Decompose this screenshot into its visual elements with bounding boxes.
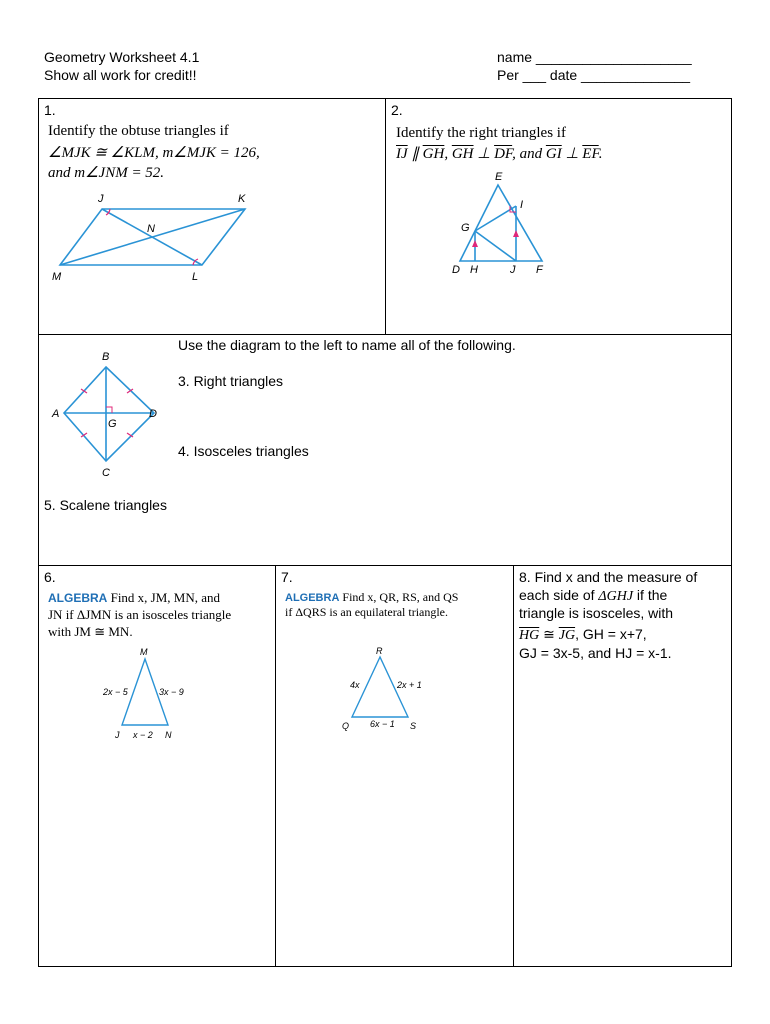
vertex-label-m: M [52, 271, 62, 283]
question-1-text-line1: Identify the obtuse triangles if [48, 123, 229, 139]
question-6-triangle-diagram [95, 643, 205, 743]
question-2-text-line2 [396, 144, 602, 164]
grid-right-border [731, 98, 732, 967]
congruent-symbol: ≅ [539, 626, 559, 642]
question-1-number: 1. [44, 102, 56, 118]
vertex-label-j: J [510, 264, 516, 276]
rhombus-diagram [48, 345, 168, 485]
parallel-symbol: ∥ [407, 146, 423, 162]
question-8-text-c: , GH = x+7, [575, 626, 647, 642]
instruction-text: Use the diagram to the left to name all of the following. [178, 337, 516, 353]
separator: , [444, 146, 452, 162]
question-8-text-line1: 8. Find x and the measure of [519, 569, 698, 585]
vertex-label-d: D [149, 408, 157, 420]
vertex-label-c: C [102, 467, 110, 479]
grid-row2-divider [38, 565, 732, 566]
side-label-right: 2x + 1 [397, 680, 422, 690]
segment-ij: $\overline{IJ}$ [396, 146, 408, 162]
worksheet-subtitle: Show all work for credit!! [44, 67, 197, 83]
question-8-text-line3: triangle is isosceles, with [519, 605, 674, 621]
question-1-text-line2: ∠MJK ≅ ∠KLM, m∠MJK = 126, [48, 145, 260, 161]
grid-col-divider-row3-b [513, 565, 514, 967]
question-5-text: 5. Scalene triangles [44, 497, 167, 513]
question-4-text: 4. Isosceles triangles [178, 443, 309, 459]
vertex-label-d: D [452, 264, 460, 276]
vertex-label-i: I [520, 199, 524, 211]
grid-col-divider-row3-a [275, 565, 276, 967]
segment-gi: $\overline{GI}$ [545, 146, 562, 162]
question-7-number: 7. [281, 569, 293, 585]
segment-gh: $\overline{GH}$ [422, 146, 445, 162]
segment-hg: $\overline{HG}$ [519, 628, 540, 643]
question-2-text-line1: Identify the right triangles if [396, 125, 566, 141]
question-6-number: 6. [44, 569, 56, 585]
and-text: , and [512, 146, 546, 162]
question-7-text-a: Find x, QR, RS, and QS [339, 590, 459, 604]
triangle-ghj: ΔGHJ [598, 589, 634, 604]
vertex-label-l: L [192, 271, 199, 283]
side-label-left: 4x [350, 680, 360, 690]
segment-gh-2: $\overline{GH}$ [451, 146, 474, 162]
perpendicular-symbol: ⊥ [473, 146, 495, 162]
vertex-label-e: E [495, 171, 503, 183]
side-label-bottom: 6x − 1 [370, 719, 395, 729]
question-7-text-line2: if ΔQRS is an equilateral triangle. [285, 605, 449, 619]
vertex-label-a: A [52, 408, 60, 420]
segment-ef: $\overline{EF}$ [582, 146, 599, 162]
vertex-label-n: N [147, 223, 155, 235]
vertex-label-m: M [140, 647, 148, 657]
question-8-text-line5: GJ = 3x-5, and HJ = x-1. [519, 645, 672, 661]
vertex-label-s: S [410, 721, 417, 731]
algebra-label: ALGEBRA [48, 591, 108, 605]
period: . [598, 146, 603, 162]
perpendicular-symbol-2: ⊥ [561, 146, 583, 162]
question-6-text-a: Find x, JM, MN, and [107, 590, 221, 605]
question-6-text-line1 [48, 589, 220, 607]
question-8-text-line4 [519, 626, 647, 644]
vertex-label-k: K [238, 193, 246, 205]
grid-bottom-border [38, 966, 732, 967]
question-7-triangle-diagram [330, 643, 440, 743]
vertex-label-r: R [376, 646, 383, 656]
segment-df: $\overline{DF}$ [494, 146, 513, 162]
segment-jg: $\overline{JG}$ [558, 628, 576, 643]
question-2-triangle-diagram [440, 168, 570, 288]
question-8-text-line2 [519, 587, 667, 605]
grid-col-divider-row1 [385, 98, 386, 335]
vertex-label-h: H [470, 264, 478, 276]
side-label-left: 2x − 5 [103, 687, 128, 697]
vertex-label-j: J [115, 730, 120, 740]
question-8-text-a: each side of [519, 587, 599, 603]
vertex-label-j: J [98, 193, 104, 205]
question-6-text-line3: with JM ≅ MN. [48, 624, 133, 639]
question-1-text-line3: and m∠JNM = 52. [48, 165, 165, 181]
question-8-text-b: if the [633, 587, 668, 603]
vertex-label-g: G [461, 222, 470, 234]
vertex-label-n: N [165, 730, 172, 740]
vertex-label-b: B [102, 351, 110, 363]
question-1-parallelogram-diagram [40, 188, 280, 288]
grid-left-border [38, 98, 39, 967]
question-2-number: 2. [391, 102, 403, 118]
side-label-right: 3x − 9 [159, 687, 184, 697]
name-field[interactable]: name ____________________ [497, 49, 692, 65]
algebra-label: ALGEBRA [285, 592, 340, 604]
vertex-label-g: G [108, 418, 117, 430]
vertex-label-f: F [536, 264, 543, 276]
question-6-text-line2: JN if ΔJMN is an isosceles triangle [48, 607, 232, 622]
side-label-bottom: x − 2 [133, 730, 153, 740]
question-3-text: 3. Right triangles [178, 373, 284, 389]
worksheet-title: Geometry Worksheet 4.1 [44, 49, 200, 65]
per-date-field[interactable]: Per ___ date ______________ [497, 67, 691, 83]
vertex-label-q: Q [342, 721, 350, 731]
